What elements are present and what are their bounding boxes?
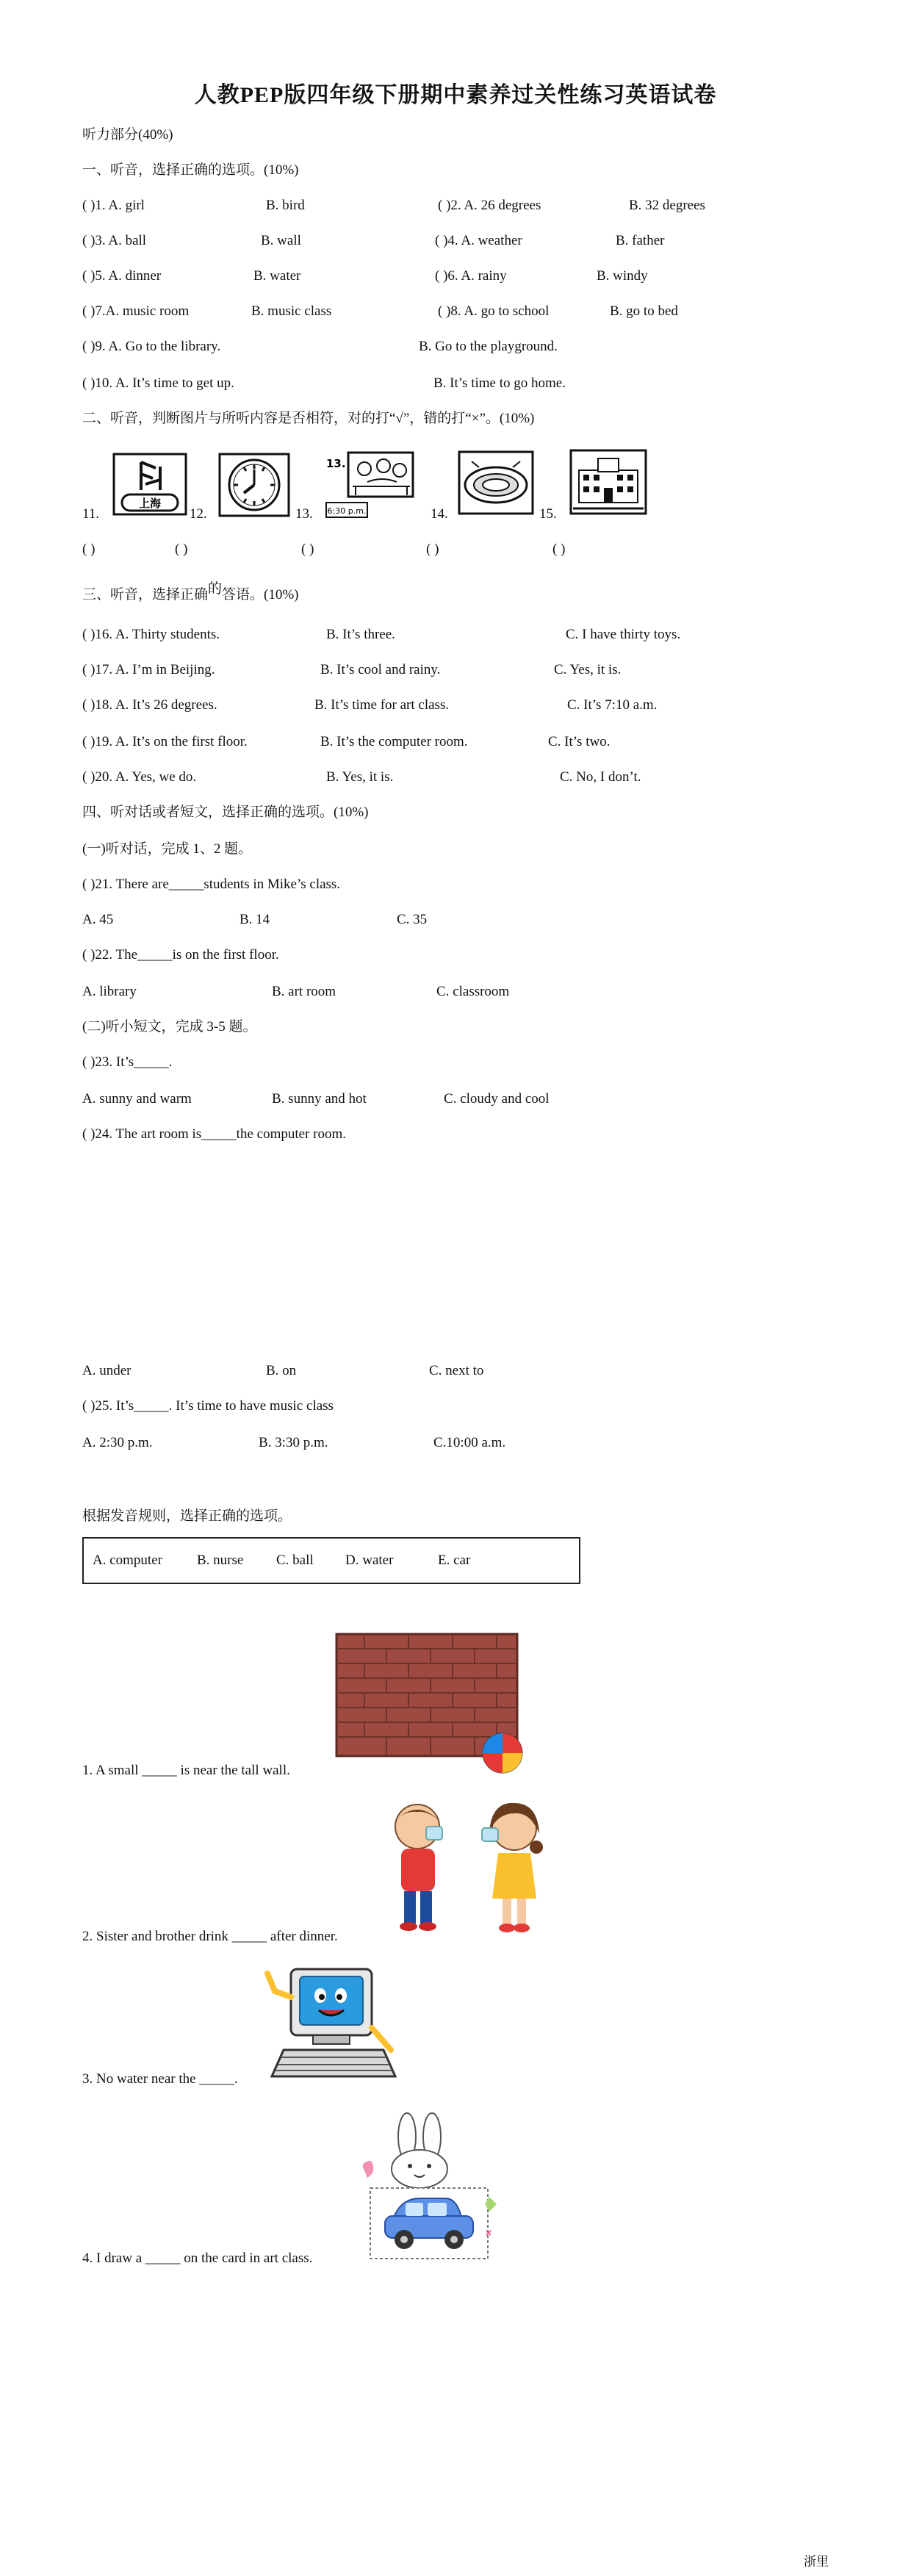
word-bank-d: D. water [345,1553,394,1568]
word-bank-c: C. ball [276,1553,314,1568]
q24-text: ( )24. The art room is_____the computer room. [82,1126,346,1142]
section4-heading: 四、听对话或者短文，选择正确的选项。(10%) [82,805,369,820]
shanghai-sign-picture [112,452,188,517]
q10-option-a: ( )10. A. It’s time to get up. [82,375,234,391]
q23-text: ( )23. It’s_____. [82,1054,173,1070]
section3-heading-c: 答语。(10%) [222,587,299,602]
q17-option-b: B. It’s cool and rainy. [320,662,441,677]
pic15-answer: ( ) [552,542,566,557]
page-footer: 浙里 [804,2555,829,2569]
q16-option-b: B. It’s three. [326,627,395,642]
q22-option-c: C. classroom [436,984,510,999]
q24-option-b: B. on [266,1363,297,1378]
q25-option-b: B. 3:30 p.m. [259,1435,328,1450]
q8-option-b: B. go to bed [610,303,678,319]
pic14-number: 14. [431,506,448,522]
q6-option-b: B. windy [597,268,648,284]
section2-heading: 二、听音，判断图片与所听内容是否相符，对的打“√”，错的打“×”。(10%) [82,411,535,426]
q18-option-a: ( )18. A. It’s 26 degrees. [82,697,217,713]
pic14-answer: ( ) [426,542,439,557]
section3-heading-b: 的 [208,581,223,597]
section4-part2: (二)听小短文，完成 3-5 题。 [82,1019,257,1035]
q20-option-a: ( )20. A. Yes, we do. [82,769,197,785]
word-bank-e: E. car [438,1553,471,1568]
section3-heading [82,581,299,604]
section1-heading: 一、听音，选择正确的选项。(10%) [82,162,299,178]
q7-option-b: B. music class [251,303,332,319]
pic13-label: 13. [326,457,346,470]
q21-option-a: A. 45 [82,912,114,927]
q19-option-c: C. It’s two. [548,734,611,749]
page-title: 人教PEP版四年级下册期中素养过关性练习英语试卷 [194,83,717,107]
pic13-answer: ( ) [301,542,314,557]
school-building-picture [569,448,648,516]
q1-option-a: ( )1. A. girl [82,198,145,213]
q2-option-b: B. 32 degrees [629,198,705,213]
q22-option-a: A. library [82,984,137,999]
section4-part1: (一)听对话，完成 1、2 题。 [82,841,253,857]
q24-option-c: C. next to [429,1363,484,1378]
q3-option-a: ( )3. A. ball [82,233,147,248]
word-bank-b: B. nurse [197,1553,244,1568]
q21-text: ( )21. There are_____students in Mike’s class. [82,877,341,892]
q20-option-c: C. No, I don’t. [560,769,641,785]
pic12-answer: ( ) [175,542,188,557]
q25-option-a: A. 2:30 p.m. [82,1435,153,1450]
listening-label: 听力部分(40%) [82,127,173,143]
section3-heading-a: 三、听音，选择正确 [82,587,209,602]
q5-option-a: ( )5. A. dinner [82,268,162,284]
q23-option-b: B. sunny and hot [272,1091,367,1107]
s5-q2-text: 2. Sister and brother drink _____ after dinner. [82,1929,338,1944]
q22-text: ( )22. The_____is on the first floor. [82,947,279,963]
q10-option-b: B. It’s time to go home. [433,375,566,391]
q25-option-c: C.10:00 a.m. [433,1435,506,1450]
pic15-number: 15. [539,506,557,522]
q19-option-b: B. It’s the computer room. [320,734,468,749]
s5-q1-text: 1. A small _____ is near the tall wall. [82,1763,290,1778]
q9-option-a: ( )9. A. Go to the library. [82,339,221,354]
q21-option-c: C. 35 [397,912,428,927]
q9-option-b: B. Go to the playground. [419,339,558,354]
q7-option-a: ( )7.A. music room [82,303,190,319]
wall-and-ball-picture [335,1633,526,1777]
q25-text: ( )25. It’s_____. It’s time to have music class [82,1398,334,1414]
q5-option-b: B. water [253,268,301,284]
clock-picture [217,452,291,518]
q17-option-c: C. Yes, it is. [554,662,622,677]
children-drinking-picture [379,1796,555,1943]
q16-option-c: C. I have thirty toys. [566,627,681,642]
q2-option-a: ( )2. A. 26 degrees [438,198,541,213]
s5-q4-text: 4. I draw a _____ on the card in art class. [82,2251,313,2266]
q18-option-b: B. It’s time for art class. [314,697,450,713]
pic13-time: 6:30 p.m. [327,506,367,516]
q18-option-c: C. It’s 7:10 a.m. [567,697,658,713]
q22-option-b: B. art room [272,984,336,999]
shanghai-sign-text: 上海 [138,497,162,510]
q4-option-b: B. father [616,233,665,248]
q21-option-b: B. 14 [240,912,270,927]
computer-picture [262,1962,406,2091]
q23-option-a: A. sunny and warm [82,1091,192,1107]
pic11-number: 11. [82,506,100,522]
q3-option-b: B. wall [261,233,301,248]
q8-option-a: ( )8. A. go to school [438,303,550,319]
dinner-table-picture [323,450,416,520]
pic13-number: 13. [295,506,313,522]
section5-heading: 根据发音规则，选择正确的选项。 [82,1508,292,1524]
q16-option-a: ( )16. A. Thirty students. [82,627,220,642]
word-bank-a: A. computer [93,1553,162,1568]
q4-option-a: ( )4. A. weather [435,233,522,248]
car-card-picture [350,2107,507,2264]
playground-picture [457,450,535,516]
pic12-number: 12. [190,506,207,522]
q1-option-b: B. bird [266,198,305,213]
pic11-answer: ( ) [82,542,96,557]
q23-option-c: C. cloudy and cool [444,1091,550,1107]
q20-option-b: B. Yes, it is. [326,769,394,785]
q6-option-a: ( )6. A. rainy [435,268,507,284]
q19-option-a: ( )19. A. It’s on the first floor. [82,734,248,749]
s5-q3-text: 3. No water near the _____. [82,2071,238,2087]
q17-option-a: ( )17. A. I’m in Beijing. [82,662,215,677]
q24-option-a: A. under [82,1363,132,1378]
